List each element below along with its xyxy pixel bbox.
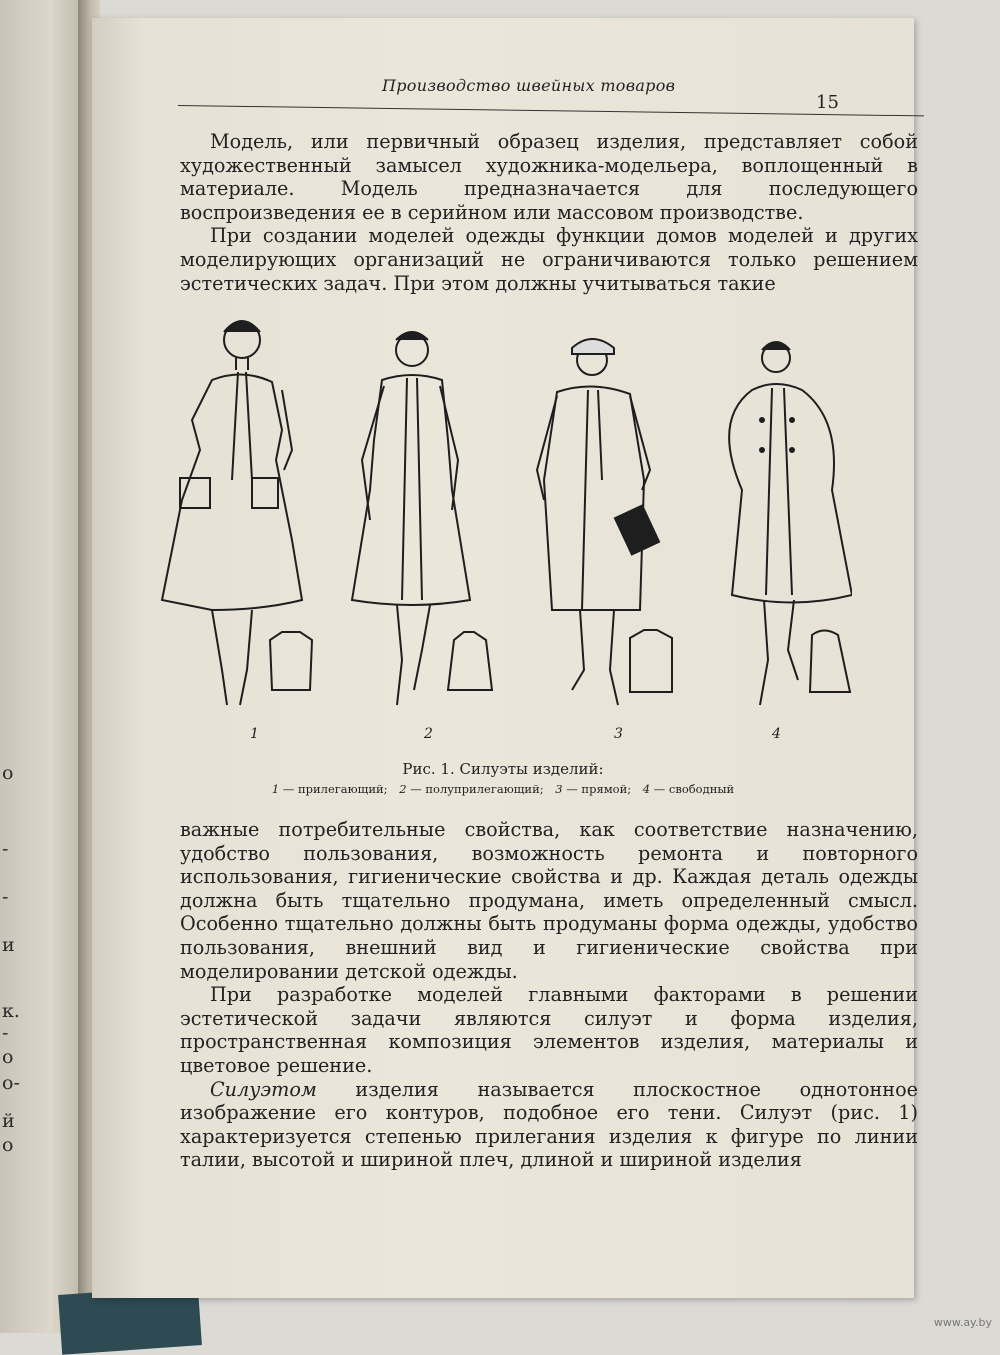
left-page-letter: о- xyxy=(2,1072,20,1094)
page-number: 15 xyxy=(816,92,839,113)
figure-number-1: 1 xyxy=(250,726,259,742)
legend-item: 2 — полуприлегающий; xyxy=(399,782,544,796)
left-page-letter: - xyxy=(2,838,9,860)
paragraph-silhouette-definition: Силуэтом изделия называется плоскостное однотонное изображение его контуров, подобное его тени. Силуэт (рис. 1) характеризуется степенью прилегания изделия к фигуре по линии талии, высотой и шириной плеч, длиной и шириной изделия xyxy=(180,1077,918,1172)
figure-number-3: 3 xyxy=(614,726,623,742)
figure-caption: Рис. 1. Силуэты изделий: xyxy=(402,760,604,778)
legend-item: 1 — прилегающий; xyxy=(271,782,388,796)
coat-illustrations xyxy=(152,310,852,730)
paragraph: При разработке моделей главными факторами в решении эстетической задачи являются силуэт и форма изделия, пространственная композиция элементов изделия, материалы и цветовое решение. xyxy=(180,983,918,1077)
left-page-letter: о xyxy=(2,762,14,784)
term-italic: Силуэтом xyxy=(210,1077,317,1101)
legend-item: 4 — свободный xyxy=(642,782,735,796)
paragraph: При создании моделей одежды функции домов моделей и других моделирующих организаций не ограничиваются только решением эстетических задач. При этом должны учитываться такие xyxy=(180,224,918,295)
left-page-letter: о xyxy=(2,1046,14,1068)
paragraph: важные потребительные свойства, как соответствие назначению, удобство пользования, возможность ремонта и повторного использования, гигиенические свойства и др. Каждая деталь одежды должна быть тщательно продумана, иметь определенный смысл. Особенно тщательно должны быть продуманы форма одежды, удобство пользования, внешний вид и гигиенические свойства при моделировании детской одежды. xyxy=(180,818,918,983)
figure-number-4: 4 xyxy=(772,726,781,742)
book-page xyxy=(92,18,918,1298)
legend-item: 3 — прямой; xyxy=(555,782,632,796)
figure-legend xyxy=(92,782,914,796)
left-page-letter: - xyxy=(2,1022,9,1044)
left-page-letter: й xyxy=(2,1110,15,1132)
left-page-letter: к. xyxy=(2,1000,20,1022)
watermark: www.ay.by xyxy=(933,1316,992,1329)
left-page-letter: и xyxy=(2,934,15,956)
paragraph: Модель, или первичный образец изделия, представляет собой художественный замысел художника-модельера, воплощенный в материале. Модель предназначается для последующего воспроизведения ее в серийном или массовом производстве. xyxy=(180,130,918,224)
coat-figure-semi-fitted xyxy=(352,332,492,705)
figure-number-2: 2 xyxy=(424,726,433,742)
silhouette-figure xyxy=(152,310,852,730)
text-block-top xyxy=(180,130,918,295)
left-page-letter: о xyxy=(2,1134,14,1156)
text-block-bottom xyxy=(180,818,918,1172)
coat-figure-straight xyxy=(537,339,672,705)
left-page-letter: - xyxy=(2,886,9,908)
header-rule xyxy=(178,105,924,116)
running-header: Производство швейных товаров xyxy=(382,76,676,95)
coat-figure-fitted xyxy=(162,321,312,705)
coat-figure-loose xyxy=(729,342,852,705)
